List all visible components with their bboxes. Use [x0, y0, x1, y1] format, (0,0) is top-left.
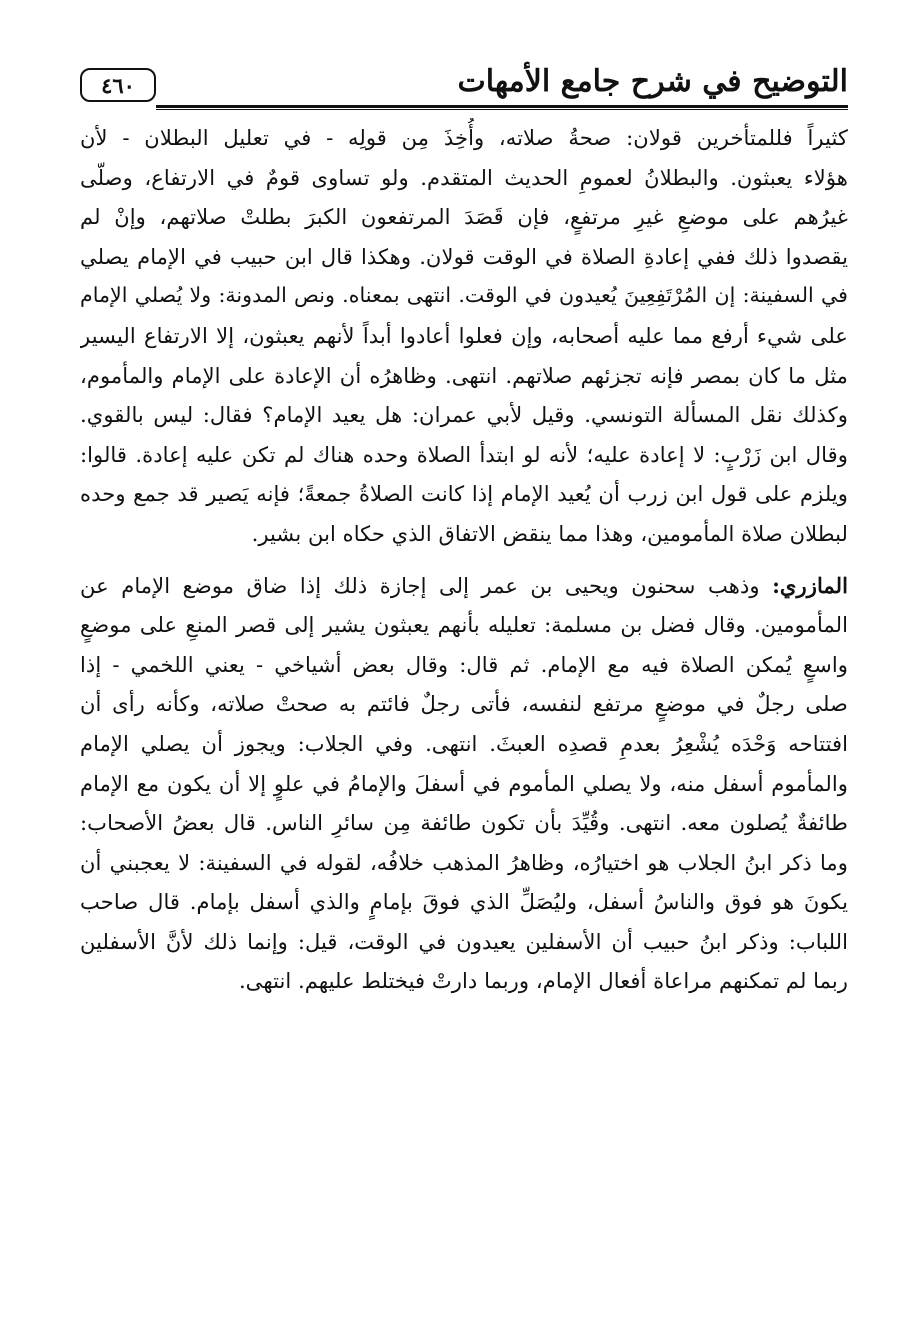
text-line: صلى رجلٌ في موضعٍ مرتفع لنفسه، فأتى رجلٌ فائتم به صحتْ صلاته، وكأنه رأى أن [80, 691, 848, 717]
text-line: اللباب: وذكر ابنُ حبيب أن الأسفلين يعيدون في الوقت، قيل: وإنما ذلك لأنَّ الأسفلين [80, 928, 848, 954]
text-line: المأمومين. وقال فضل بن مسلمة: تعليله بأنهم يعبثون يشير إلى قصر المنعِ على موضعٍ [80, 612, 848, 638]
text-line-rest: وذهب سحنون ويحيى بن عمر إلى إجازة ذلك إذا ضاق موضع الإمام عن [80, 572, 773, 598]
text-line: يكونَ هو فوق والناسُ أسفل، وليُصَلِّ الذي فوقَ بإمامٍ والذي أسفل بإمام. قال صاحب [80, 889, 848, 915]
paragraph-1 [80, 118, 848, 554]
text-line: في السفينة: إن المُرْتَفِعِينَ يُعيدون في الوقت. انتهى بمعناه. ونص المدونة: ولا يُصلي الإمام [80, 283, 848, 308]
text-line: افتتاحه وَحْدَه يُشْعِرُ بعدمِ قصدِه العبثَ. انتهى. وفي الجلاب: ويجوز أن يصلي الإمام [80, 730, 848, 756]
paragraph-gap [80, 554, 848, 566]
text-line: غيرُهم على موضعِ غيرِ مرتفعٍ، فإن قَصَدَ المرتفعون الكبرَ بطلتْ صلاتهم، وإنْ لم [80, 204, 848, 230]
text-line: وكذلك نقل المسألة التونسي. وقيل لأبي عمران: هل يعيد الإمام؟ فقال: ليس بالقوي. [80, 402, 848, 428]
text-line: ويلزم على قول ابن زرب أن يُعيد الإمام إذا كانت الصلاةُ جمعةً؛ فإنه يَصير قد جمع وحده [80, 481, 848, 507]
header-rule-thin [156, 109, 848, 110]
text-line: ربما لم تمكنهم مراعاة أفعال الإمام، وربما دارتْ فيختلط عليهم. انتهى. [238, 968, 848, 994]
running-title: التوضيح في شرح جامع الأمهات [457, 64, 848, 99]
text-line: يقصدوا ذلك ففي إعادةِ الصلاة في الوقت قولان. وهكذا قال ابن حبيب في الإمام يصلي [80, 243, 848, 269]
text-line: كثيراً فللمتأخرين قولان: صحةُ صلاته، وأُخِذَ مِن قولِه - في تعليل البطلان - لأن [80, 125, 848, 150]
text-line: على شيء أرفع مما عليه أصحابه، وإن فعلوا أعادوا أبداً لأنهم يعبثون، إلا الارتفاع اليسير [80, 322, 848, 348]
header-rule [156, 105, 848, 108]
text-line: واسعٍ يُمكن الصلاة فيه مع الإمام. ثم قال: وقال بعض أشياخي - يعني اللخمي - إذا [80, 651, 848, 677]
text-line [80, 566, 848, 606]
text-line: لبطلان صلاة المأمومين، وهذا مما ينقض الاتفاق الذي حكاه ابن بشير. [251, 520, 848, 546]
text-line: وما ذكر ابنُ الجلاب هو اختيارُه، وظاهرُ المذهب خلافُه، لقوله في السفينة: لا يعجبني أن [80, 849, 848, 875]
body-text [80, 118, 848, 1001]
author-label: المازري: [772, 572, 848, 598]
text-line: طائفةٌ يُصلون معه. انتهى. وقُيِّدَ بأن تكون طائفة مِن سائرِ الناس. قال بعضُ الأصحاب: [80, 810, 848, 836]
text-line: وقال ابن زَرْبٍ: لا إعادة عليه؛ لأنه لو ابتدأ الصلاة وحده هناك لم تكن عليه إعادة. قالوا: [80, 441, 848, 467]
text-line: هؤلاء يعبثون. والبطلانُ لعمومِ الحديث المتقدم. ولو تساوى قومٌ في الارتفاع، وصلّى [80, 164, 848, 190]
text-line: والمأموم أسفل منه، ولا يصلي المأموم في أسفلَ والإمامُ في علوٍ إلا أن يكون مع الإمام [80, 770, 848, 796]
page-number: ٤٦٠ [80, 68, 156, 102]
page-header [80, 58, 848, 110]
text-line: مثل ما كان بمصر فإنه تجزئهم صلاتهم. انتهى. وظاهرُه أن الإعادة على الإمام والمأموم، [80, 362, 848, 388]
paragraph-2 [80, 566, 848, 1002]
